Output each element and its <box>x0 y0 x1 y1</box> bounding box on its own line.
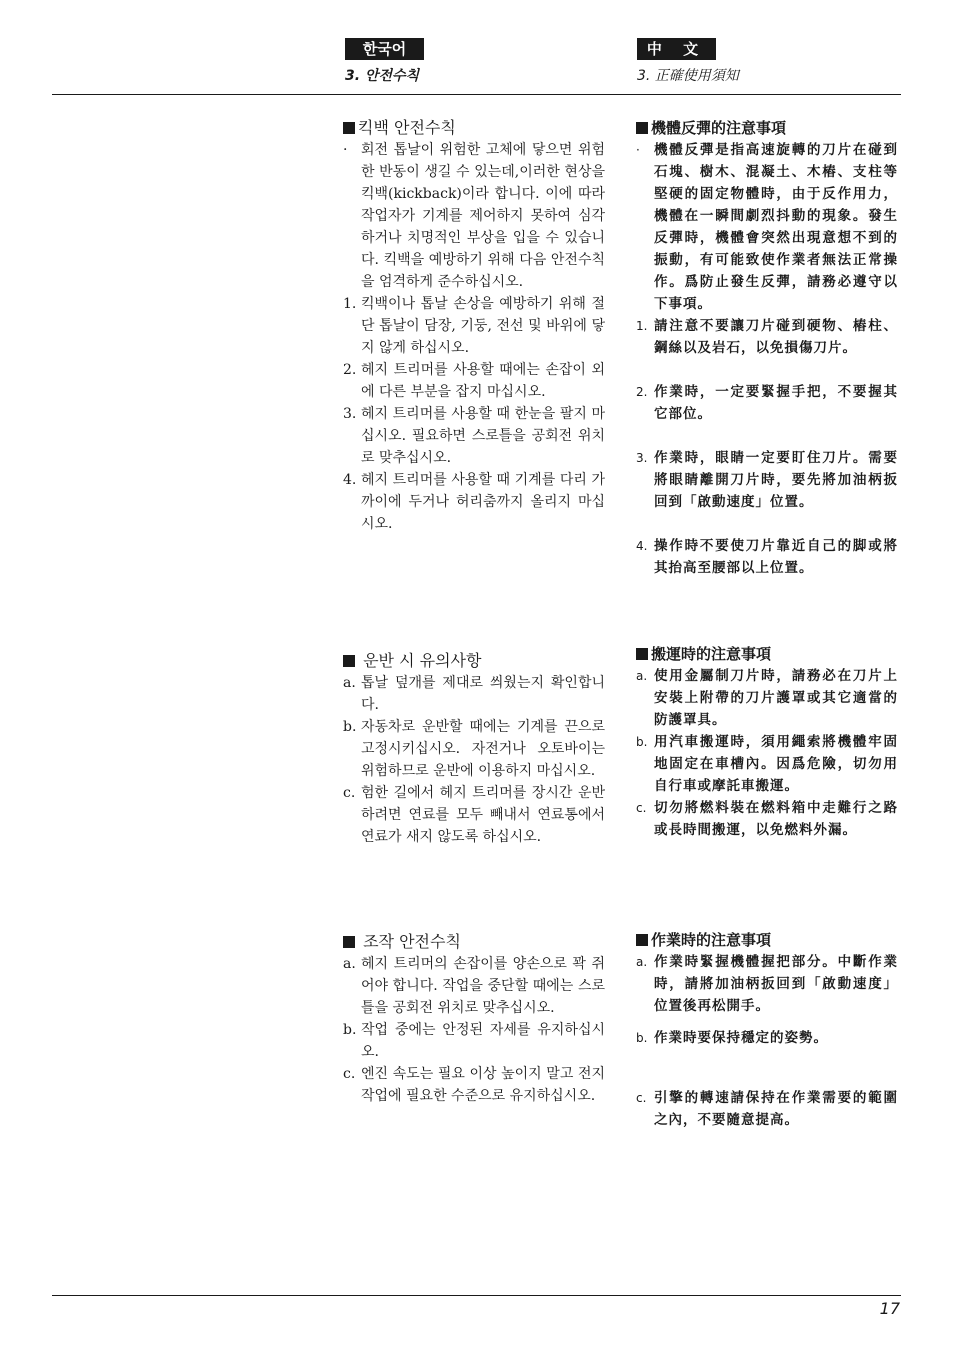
square-bullet-icon <box>636 648 648 660</box>
list-item: b. 用汽車搬運時，須用繩索將機體牢固地固定在車槽內。因爲危險，切勿用自行車或摩託車搬運。 <box>636 734 898 794</box>
list-item: c. 험한 길에서 헤지 트리머를 장시간 운반하려면 연료를 모두 빼내서 연료통에서 연료가 새지 않도록 하십시오. <box>343 785 605 845</box>
section-title-chinese: 3. 正確使用須知 <box>637 68 739 84</box>
header-divider <box>52 94 901 95</box>
list-item: c. 切勿將燃料裝在燃料箱中走難行之路或長時間搬運，以免燃料外漏。 <box>636 800 898 838</box>
list-item: c. 엔진 속도는 필요 이상 높이지 말고 전지 작업에 필요한 수준으로 유지하십시오. <box>343 1066 605 1104</box>
list-item: 1. 킥백이나 톱날 손상을 예방하기 위해 절단 톱날이 담장, 기둥, 전선 및 바위에 닿지 않게 하십시오. <box>343 296 605 356</box>
ko-transport-section <box>343 650 605 848</box>
list-item: a. 使用金屬制刀片時，請務必在刀片上安裝上附帶的刀片護罩或其它適當的防護罩具。 <box>636 668 898 728</box>
square-bullet-icon <box>343 655 355 667</box>
square-bullet-icon <box>343 936 355 948</box>
list-item: 2. 作業時，一定要緊握手把，不要握其它部位。 <box>636 384 898 422</box>
list-item: 4. 操作時不要使刀片靠近自己的脚或將其抬高至腰部以上位置。 <box>636 538 898 576</box>
list-item: 1. 請注意不要讓刀片碰到硬物、樁柱、鋼絲以及岩石，以免損傷刀片。 <box>636 318 898 356</box>
list-item: a. 作業時緊握機體握把部分。中斷作業時，請將加油柄扳回到「啟動速度」位置後再松開手。 <box>636 954 898 1014</box>
page-number: 17 <box>879 1299 900 1318</box>
zh-operation-section <box>636 929 898 1131</box>
zh-transport-heading: 搬運時的注意事項 <box>636 643 898 665</box>
list-item: c. 引擎的轉速請保持在作業需要的範圍之內，不要隨意提高。 <box>636 1090 898 1128</box>
ko-operation-section <box>343 931 605 1107</box>
list-item: 4. 헤지 트리머를 사용할 때 기계를 다리 가까이에 두거나 허리춤까지 올리지 마십시오. <box>343 472 605 532</box>
language-tag-korean: 한국어 <box>345 38 424 60</box>
zh-kickback-section <box>636 117 898 579</box>
list-item: b. 작업 중에는 안정된 자세를 유지하십시오. <box>343 1022 605 1060</box>
square-bullet-icon <box>636 934 648 946</box>
list-item: 2. 헤지 트리머를 사용할 때에는 손잡이 외에 다른 부분을 잡지 마십시오. <box>343 362 605 400</box>
list-item: a. 헤지 트리머의 손잡이를 양손으로 꽉 쥐어야 합니다. 작업을 중단할 때에는 스로틀을 공회전 위치로 맞추십시오. <box>343 956 605 1016</box>
list-item: b. 자동차로 운반할 때에는 기계를 끈으로 고정시키십시오. 자전거나 오토바이는 위험하므로 운반에 이용하지 마십시오. <box>343 719 605 779</box>
language-tag-chinese: 中 文 <box>637 38 716 60</box>
ko-kickback-section <box>343 117 605 535</box>
zh-operation-heading: 作業時的注意事項 <box>636 929 898 951</box>
ko-operation-heading: 조작 안전수칙 <box>343 931 605 953</box>
square-bullet-icon <box>636 122 648 134</box>
zh-kickback-heading: 機體反彈的注意事項 <box>636 117 898 139</box>
list-item: · 機體反彈是指高速旋轉的刀片在碰到石塊、樹木、混凝土、木樁、支柱等堅硬的固定物體時，由于反作用力，機體在一瞬間劇烈抖動的現象。發生反彈時，機體會突然出現意想不到的振動，有可能致使作業者無法正常操作。爲防止發生反彈，請務必遵守以下事項。 <box>636 142 898 312</box>
square-bullet-icon <box>343 122 355 134</box>
list-item: a. 톱날 덮개를 제대로 씌웠는지 확인합니다. <box>343 675 605 713</box>
footer-divider <box>52 1295 901 1296</box>
list-item: 3. 헤지 트리머를 사용할 때 한눈을 팔지 마십시오. 필요하면 스로틀을 공회전 위치로 맞추십시오. <box>343 406 605 466</box>
section-title-korean: 3. 안전수칙 <box>345 68 420 84</box>
list-item: · 회전 톱날이 위험한 고체에 닿으면 위험한 반동이 생길 수 있는데,이러한 현상을 킥백(kickback)이라 합니다. 이에 따라 작업자가 기계를 제어하지 못하여 심각하거나 치명적인 부상을 입을 수 있습니다. 킥백을 예방하기 위해 다음 안전수칙을 엄격하게 준수하십시오. <box>343 142 605 290</box>
ko-transport-heading: 운반 시 유의사항 <box>343 650 605 672</box>
zh-transport-section <box>636 643 898 841</box>
list-item: 3. 作業時，眼睛一定要盯住刀片。需要將眼睛離開刀片時，要先將加油柄扳回到「啟動速度」位置。 <box>636 450 898 510</box>
ko-kickback-heading: 킥백 안전수칙 <box>343 117 605 139</box>
list-item: b. 作業時要保持穩定的姿勢。 <box>636 1030 828 1046</box>
